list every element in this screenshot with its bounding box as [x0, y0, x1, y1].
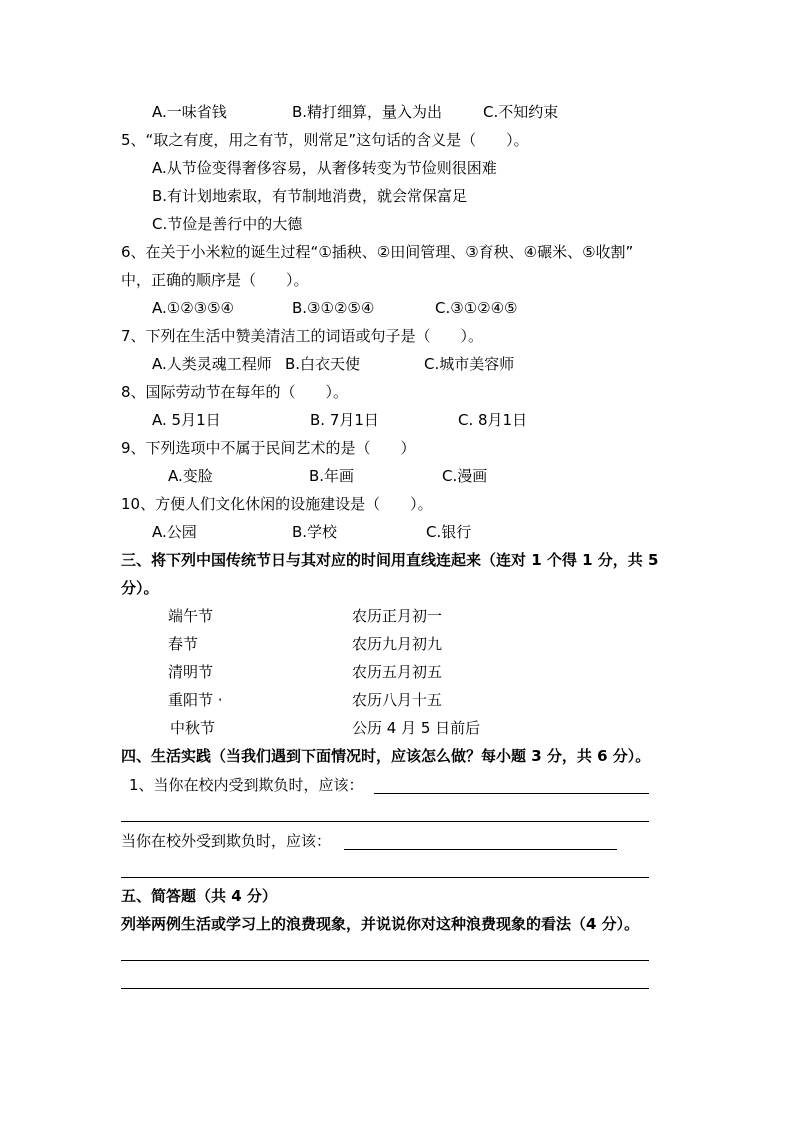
q6-stem-line2: 中，正确的顺序是（ ）。	[121, 271, 309, 289]
q7-option-a: A.人类灵魂工程师	[152, 355, 272, 373]
section3-title-line1: 三、将下列中国传统节日与其对应的时间用直线连起来（连对 1 个得 1 分，共 5	[121, 551, 659, 569]
q10-option-c: C.银行	[426, 523, 472, 541]
q8-option-a: A. 5月1日	[152, 411, 221, 429]
section4-q1-label: 1、当你在校内受到欺负时，应该：	[129, 776, 364, 794]
q9-stem: 9、下列选项中不属于民间艺术的是（ ）	[121, 439, 416, 457]
q5-option-a: A.从节俭变得奢侈容易，从奢侈转变为节俭则很困难	[152, 159, 497, 177]
q7-stem: 7、下列在生活中赞美清洁工的词语或句子是（ ）。	[121, 327, 484, 345]
festival-item: 端午节	[168, 607, 214, 625]
q10-option-b: B.学校	[292, 523, 338, 541]
section5-question: 列举两例生活或学习上的浪费现象，并说说你对这种浪费现象的看法（4 分）。	[121, 915, 640, 933]
q9-option-b: B.年画	[309, 467, 355, 485]
date-item: 农历正月初一	[352, 607, 443, 625]
q8-option-b: B. 7月1日	[310, 411, 379, 429]
q5-option-c: C.节俭是善行中的大德	[152, 215, 303, 233]
q5-option-b: B.有计划地索取，有节制地消费，就会常保富足	[152, 187, 468, 205]
date-item: 农历五月初五	[352, 663, 443, 681]
q8-option-c: C. 8月1日	[458, 411, 528, 429]
section4-title: 四、生活实践（当我们遇到下面情况时，应该怎么做？每小题 3 分，共 6 分）。	[121, 747, 651, 765]
q6-stem-line1: 6、在关于小米粒的诞生过程“①插秧、②田间管理、③育秧、④碾米、⑤收割”	[121, 243, 634, 261]
section4-q2-label: 当你在校外受到欺负时，应该：	[121, 832, 332, 850]
answer-line[interactable]	[121, 960, 649, 961]
q10-option-a: A.公园	[152, 523, 197, 541]
answer-line[interactable]	[374, 793, 649, 794]
date-item: 农历八月十五	[352, 691, 443, 709]
q4-option-c: C.不知约束	[483, 103, 559, 121]
q4-option-a: A.一味省钱	[152, 103, 227, 121]
answer-line[interactable]	[121, 821, 649, 822]
q7-option-c: C.城市美容师	[424, 355, 515, 373]
festival-item: 春节	[168, 635, 199, 653]
answer-line[interactable]	[121, 988, 649, 989]
q9-option-a: A.变脸	[168, 467, 213, 485]
q10-stem: 10、方便人们文化休闲的设施建设是（ ）。	[121, 495, 433, 513]
q8-stem: 8、国际劳动节在每年的（ ）。	[121, 383, 349, 401]
date-item: 公历 4 月 5 日前后	[352, 719, 481, 737]
festival-item: 清明节	[168, 663, 214, 681]
q9-option-c: C.漫画	[442, 467, 488, 485]
q6-option-b: B.③①②⑤④	[292, 299, 375, 317]
answer-line[interactable]	[121, 877, 649, 878]
q6-option-a: A.①②③⑤④	[152, 299, 235, 317]
festival-item: 重阳节 ·	[168, 691, 223, 709]
section3-title-line2: 分）。	[121, 579, 159, 597]
festival-item: 中秋节	[170, 719, 216, 737]
q4-option-b: B.精打细算，量入为出	[292, 103, 443, 121]
section5-title: 五、简答题（共 4 分）	[121, 887, 277, 905]
answer-line[interactable]	[344, 849, 617, 850]
q6-option-c: C.③①②④⑤	[435, 299, 518, 317]
q7-option-b: B.白衣天使	[285, 355, 361, 373]
q5-stem: 5、“取之有度，用之有节，则常足”这句话的含义是（ ）。	[121, 131, 529, 149]
date-item: 农历九月初九	[352, 635, 443, 653]
